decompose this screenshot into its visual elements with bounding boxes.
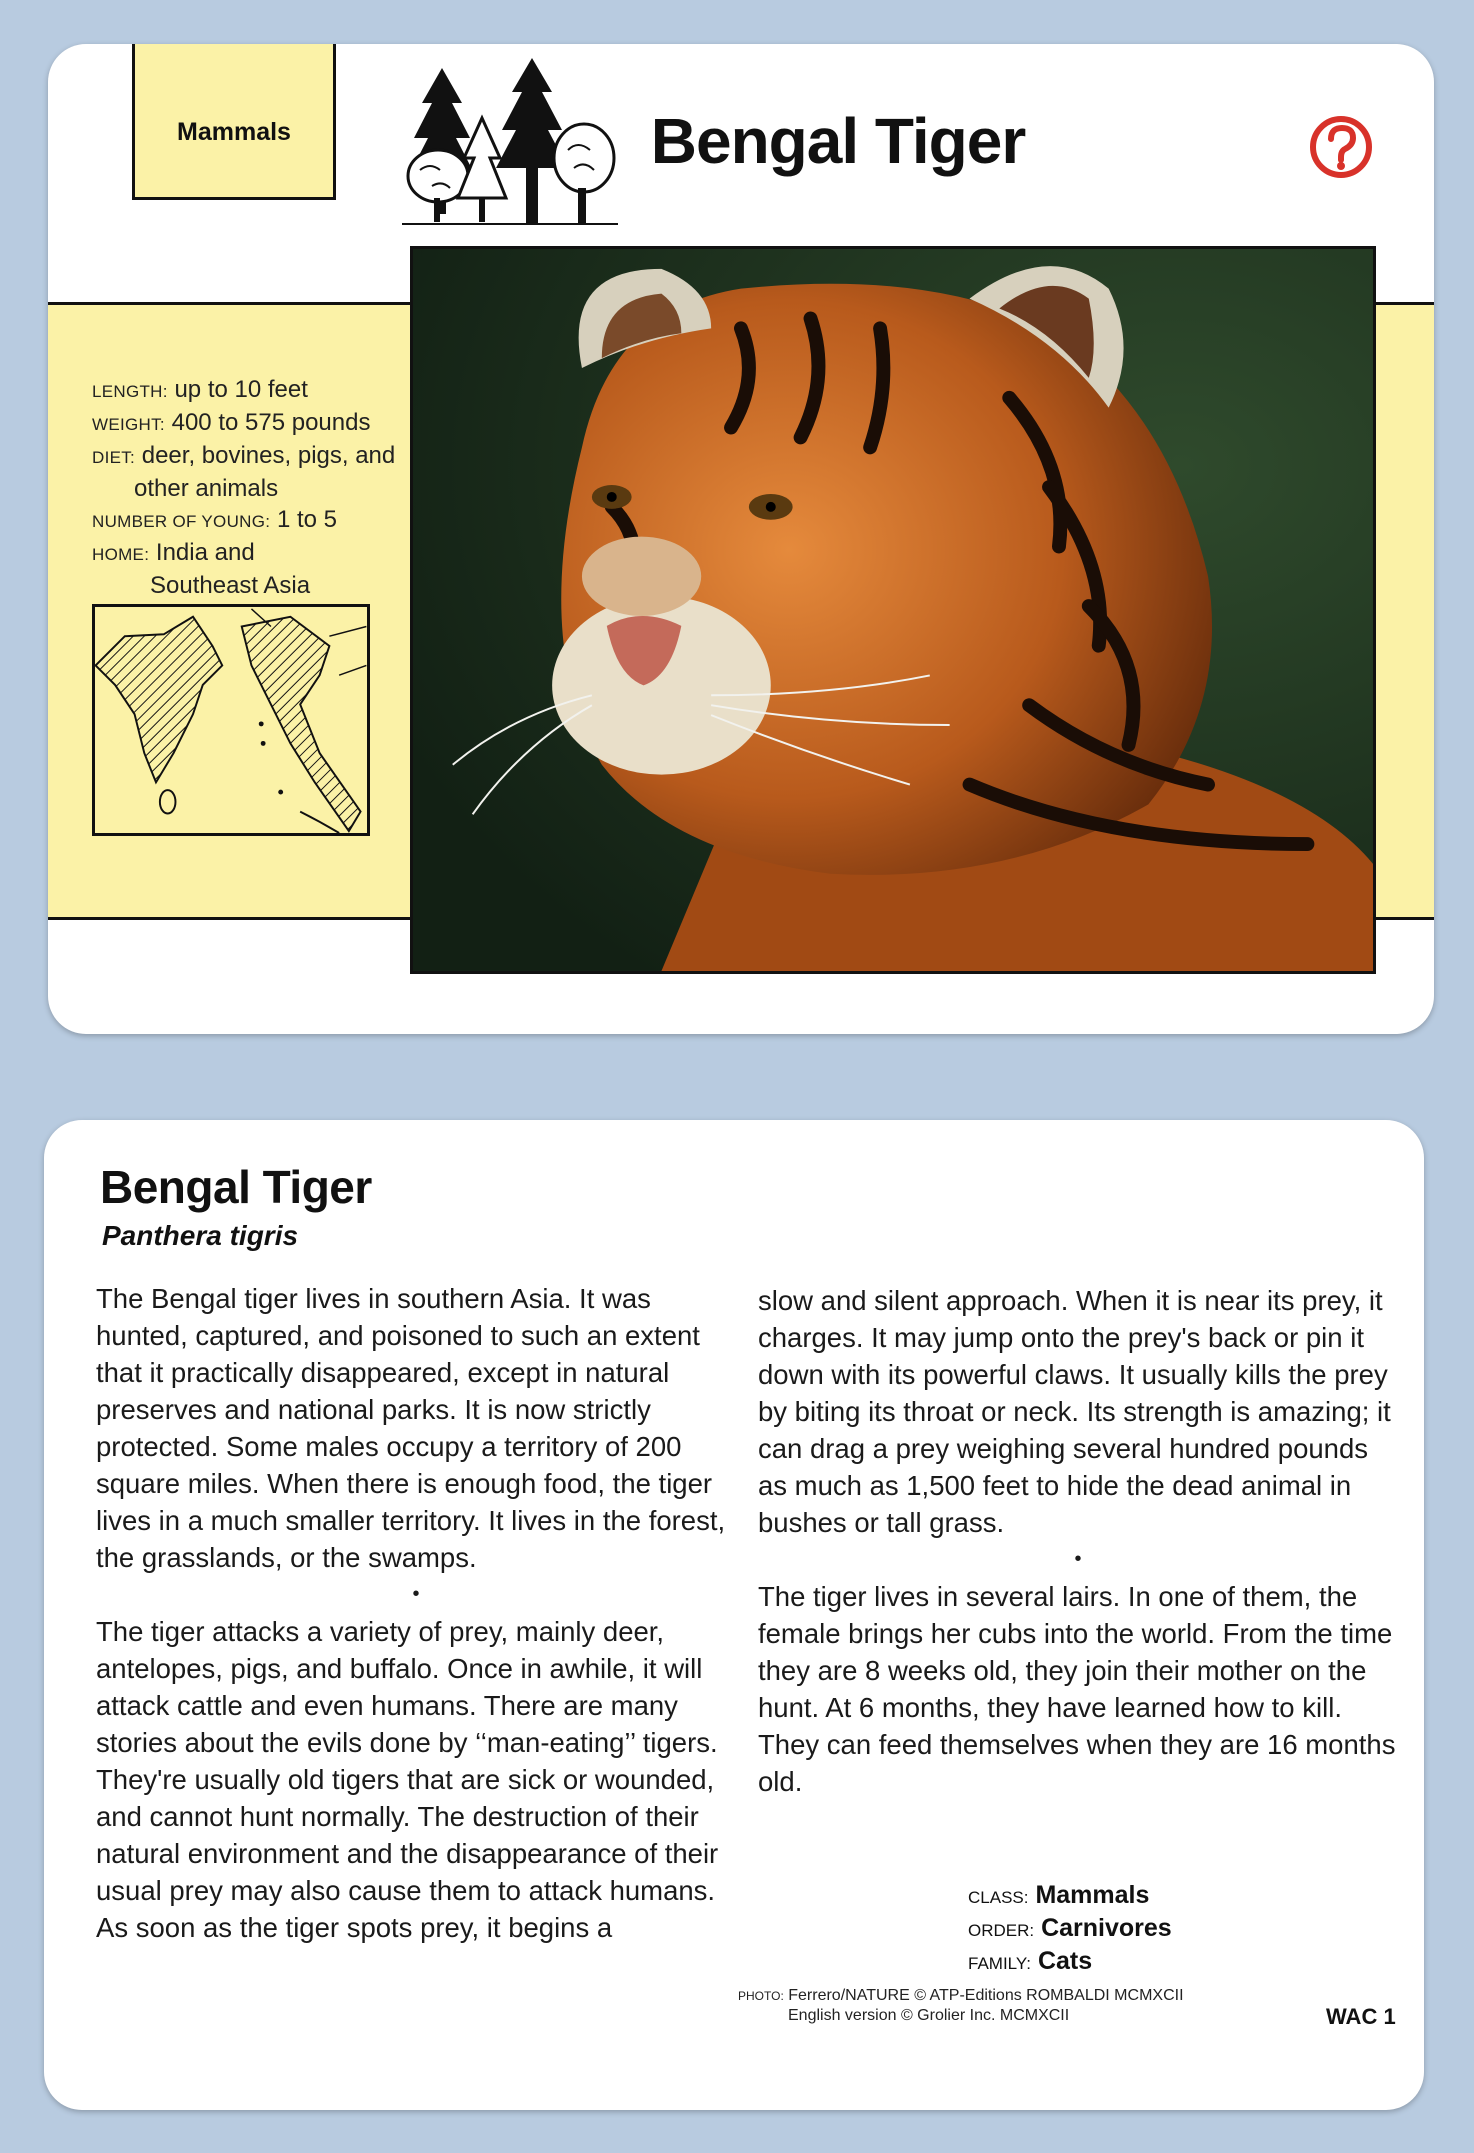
taxonomy-label: CLASS: [968, 1888, 1029, 1907]
fact-home [92, 537, 412, 570]
taxonomy-label: ORDER: [968, 1921, 1035, 1940]
credits-line: English version © Grolier Inc. MCMXCII [788, 2007, 1070, 2024]
fact-value: up to 10 feet [174, 376, 308, 403]
fact-value: other animals [134, 475, 279, 502]
paragraph: The Bengal tiger lives in southern Asia. It was hunted, captured, and poisoned to such an extent that it practically disappeared, except in natural preserves and national parks. It is now strictly protected. Some males occupy a territory of 200 square miles. When there is enough food, the tiger lives in a much smaller territory. It lives in the forest, the grasslands, or the swamps. [96, 1283, 726, 1573]
paragraph: slow and silent approach. When it is near its prey, it charges. It may jump onto the prey's back or pin it down with its powerful claws. It usually kills the prey by biting its throat or neck. Its strength is amazing; it can drag a prey weighing several hundred pounds as much as 1,500 feet to hide the dead animal in bushes or tall grass. [758, 1285, 1391, 1538]
separator-bullet: • [412, 1583, 420, 1605]
taxonomy-value: Cats [1037, 1947, 1093, 1975]
fact-weight [92, 407, 412, 440]
tiger-photo [410, 246, 1376, 974]
credits-label: PHOTO: [738, 1989, 784, 2003]
card-title: Bengal Tiger [100, 1161, 372, 1213]
card-code: WAC 1 [1326, 2004, 1396, 2029]
fact-label: HOME: [92, 545, 150, 564]
paragraph: The tiger lives in several lairs. In one of them, the female brings her cubs into the world. From the time they are 8 weeks old, they join their mother on the hunt. At 6 months, they have learned how to kill. They can feed themselves when they are 16 months old. [758, 1581, 1396, 1797]
taxonomy-block [968, 1880, 1328, 1979]
fact-value: 1 to 5 [276, 506, 337, 533]
scientific-name: Panthera tigris [102, 1220, 299, 1251]
fact-value: Southeast Asia [150, 572, 311, 599]
card-front [48, 44, 1434, 1034]
taxonomy-value: Mammals [1035, 1881, 1150, 1909]
fact-list [92, 374, 412, 601]
credits-line: Ferrero/NATURE © ATP-Editions ROMBALDI MCMXCII [788, 1987, 1184, 2004]
fact-label: DIET: [92, 448, 136, 467]
photo-credits [738, 1986, 1298, 2026]
fact-label: NUMBER OF YOUNG: [92, 512, 271, 531]
taxonomy-class [968, 1880, 1328, 1913]
question-mark-icon[interactable] [1308, 114, 1374, 180]
separator-bullet: • [1074, 1548, 1082, 1570]
fact-label: WEIGHT: [92, 415, 165, 434]
fact-diet [92, 440, 412, 473]
card-back [44, 1120, 1424, 2110]
taxonomy-label: FAMILY: [968, 1954, 1031, 1973]
text-column-left [96, 1280, 736, 1946]
text-column-right [758, 1282, 1398, 1800]
fact-value: 400 to 575 pounds [171, 409, 371, 436]
taxonomy-value: Carnivores [1041, 1914, 1172, 1942]
category-label: Mammals [132, 44, 336, 200]
fact-value: India and [155, 539, 255, 566]
card-title: Bengal Tiger [650, 105, 1026, 177]
paragraph: The tiger attacks a variety of prey, mainly deer, antelopes, pigs, and buffalo. Once in awhile, it will attack cattle and even humans. There are many stories about the evils done by ‘‘man-eating’’ tigers. They're usually old tigers that are sick or wounded, and cannot hunt normally. The destruction of their natural environment and the disappearance of their usual prey may also cause them to attack humans. As soon as the tiger spots prey, it begins a [96, 1616, 719, 1943]
range-map [92, 604, 370, 836]
fact-length [92, 374, 412, 407]
fact-label: LENGTH: [92, 382, 168, 401]
taxonomy-order [968, 1913, 1328, 1946]
taxonomy-family [968, 1946, 1328, 1979]
fact-value: deer, bovines, pigs, and [141, 442, 396, 469]
fact-young [92, 504, 412, 537]
